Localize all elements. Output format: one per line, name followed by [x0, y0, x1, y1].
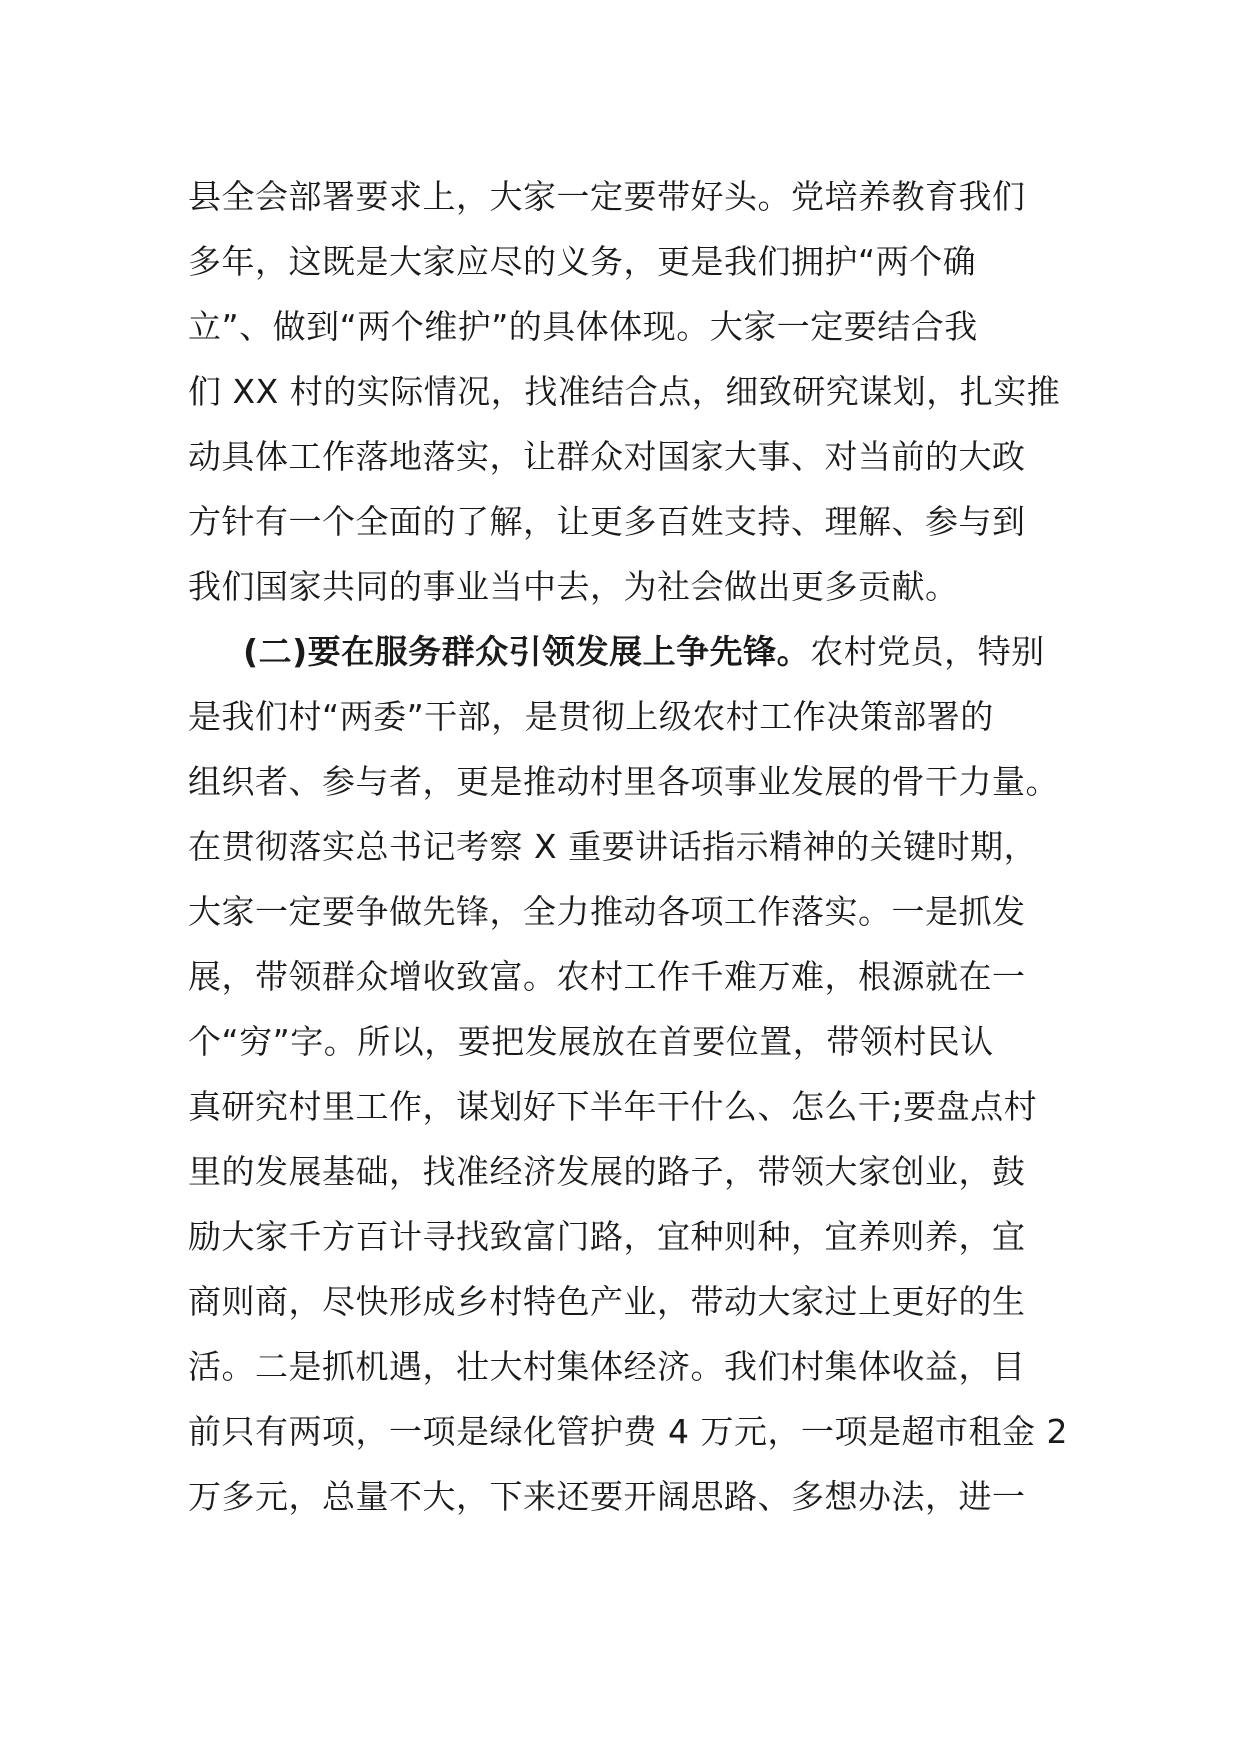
text-line: 大家一定要争做先锋，全力推动各项工作落实。一是抓发 [188, 892, 1026, 931]
body-text [188, 164, 1078, 1529]
text-line: 真研究村里工作，谋划好下半年干什么、怎么干;要盘点村 [188, 1087, 1038, 1126]
section-heading: (二)要在服务群众引领发展上争先锋。 [243, 632, 811, 671]
text-line: 县全会部署要求上，大家一定要带好头。党培养教育我们 [188, 177, 1026, 216]
text-line: 万多元，总量不大，下来还要开阔思路、多想办法，进一 [188, 1477, 1026, 1516]
text-line: 里的发展基础，找准经济发展的路子，带领大家创业，鼓 [188, 1152, 1026, 1191]
text-line: 方针有一个全面的了解，让更多百姓支持、理解、参与到 [188, 502, 1026, 541]
text-line: 动具体工作落地落实，让群众对国家大事、对当前的大政 [188, 437, 1026, 476]
text-line: 个“穷”字。所以，要把发展放在首要位置，带领村民认 [188, 1022, 994, 1061]
text-line: 前只有两项，一项是绿化管护费 4 万元，一项是超市租金 2 [188, 1412, 1068, 1451]
text-line: 励大家千方百计寻找致富门路，宜种则种，宜养则养，宜 [188, 1217, 1026, 1256]
text-line: 活。二是抓机遇，壮大村集体经济。我们村集体收益，目 [188, 1347, 1026, 1386]
text-line: 多年，这既是大家应尽的义务，更是我们拥护“两个确 [188, 242, 977, 281]
text-line: 我们国家共同的事业当中去，为社会做出更多贡献。 [188, 567, 959, 606]
text-line: 商则商，尽快形成乡村特色产业，带动大家过上更好的生 [188, 1282, 1026, 1321]
text-line: 们 XX 村的实际情况，找准结合点，细致研究谋划，扎实推 [188, 372, 1061, 411]
text-line: 立”、做到“两个维护”的具体体现。大家一定要结合我 [188, 307, 978, 346]
text-line: 组织者、参与者，更是推动村里各项事业发展的骨干力量。 [188, 762, 1059, 801]
paragraph-start-line [188, 619, 1078, 684]
text-line: 在贯彻落实总书记考察 X 重要讲话指示精神的关键时期， [188, 827, 1038, 866]
text-line: 展，带领群众增收致富。农村工作千难万难，根源就在一 [188, 957, 1026, 996]
text-run: 农村党员，特别 [810, 632, 1045, 671]
text-line: 是我们村“两委”干部，是贯彻上级农村工作决策部署的 [188, 697, 994, 736]
